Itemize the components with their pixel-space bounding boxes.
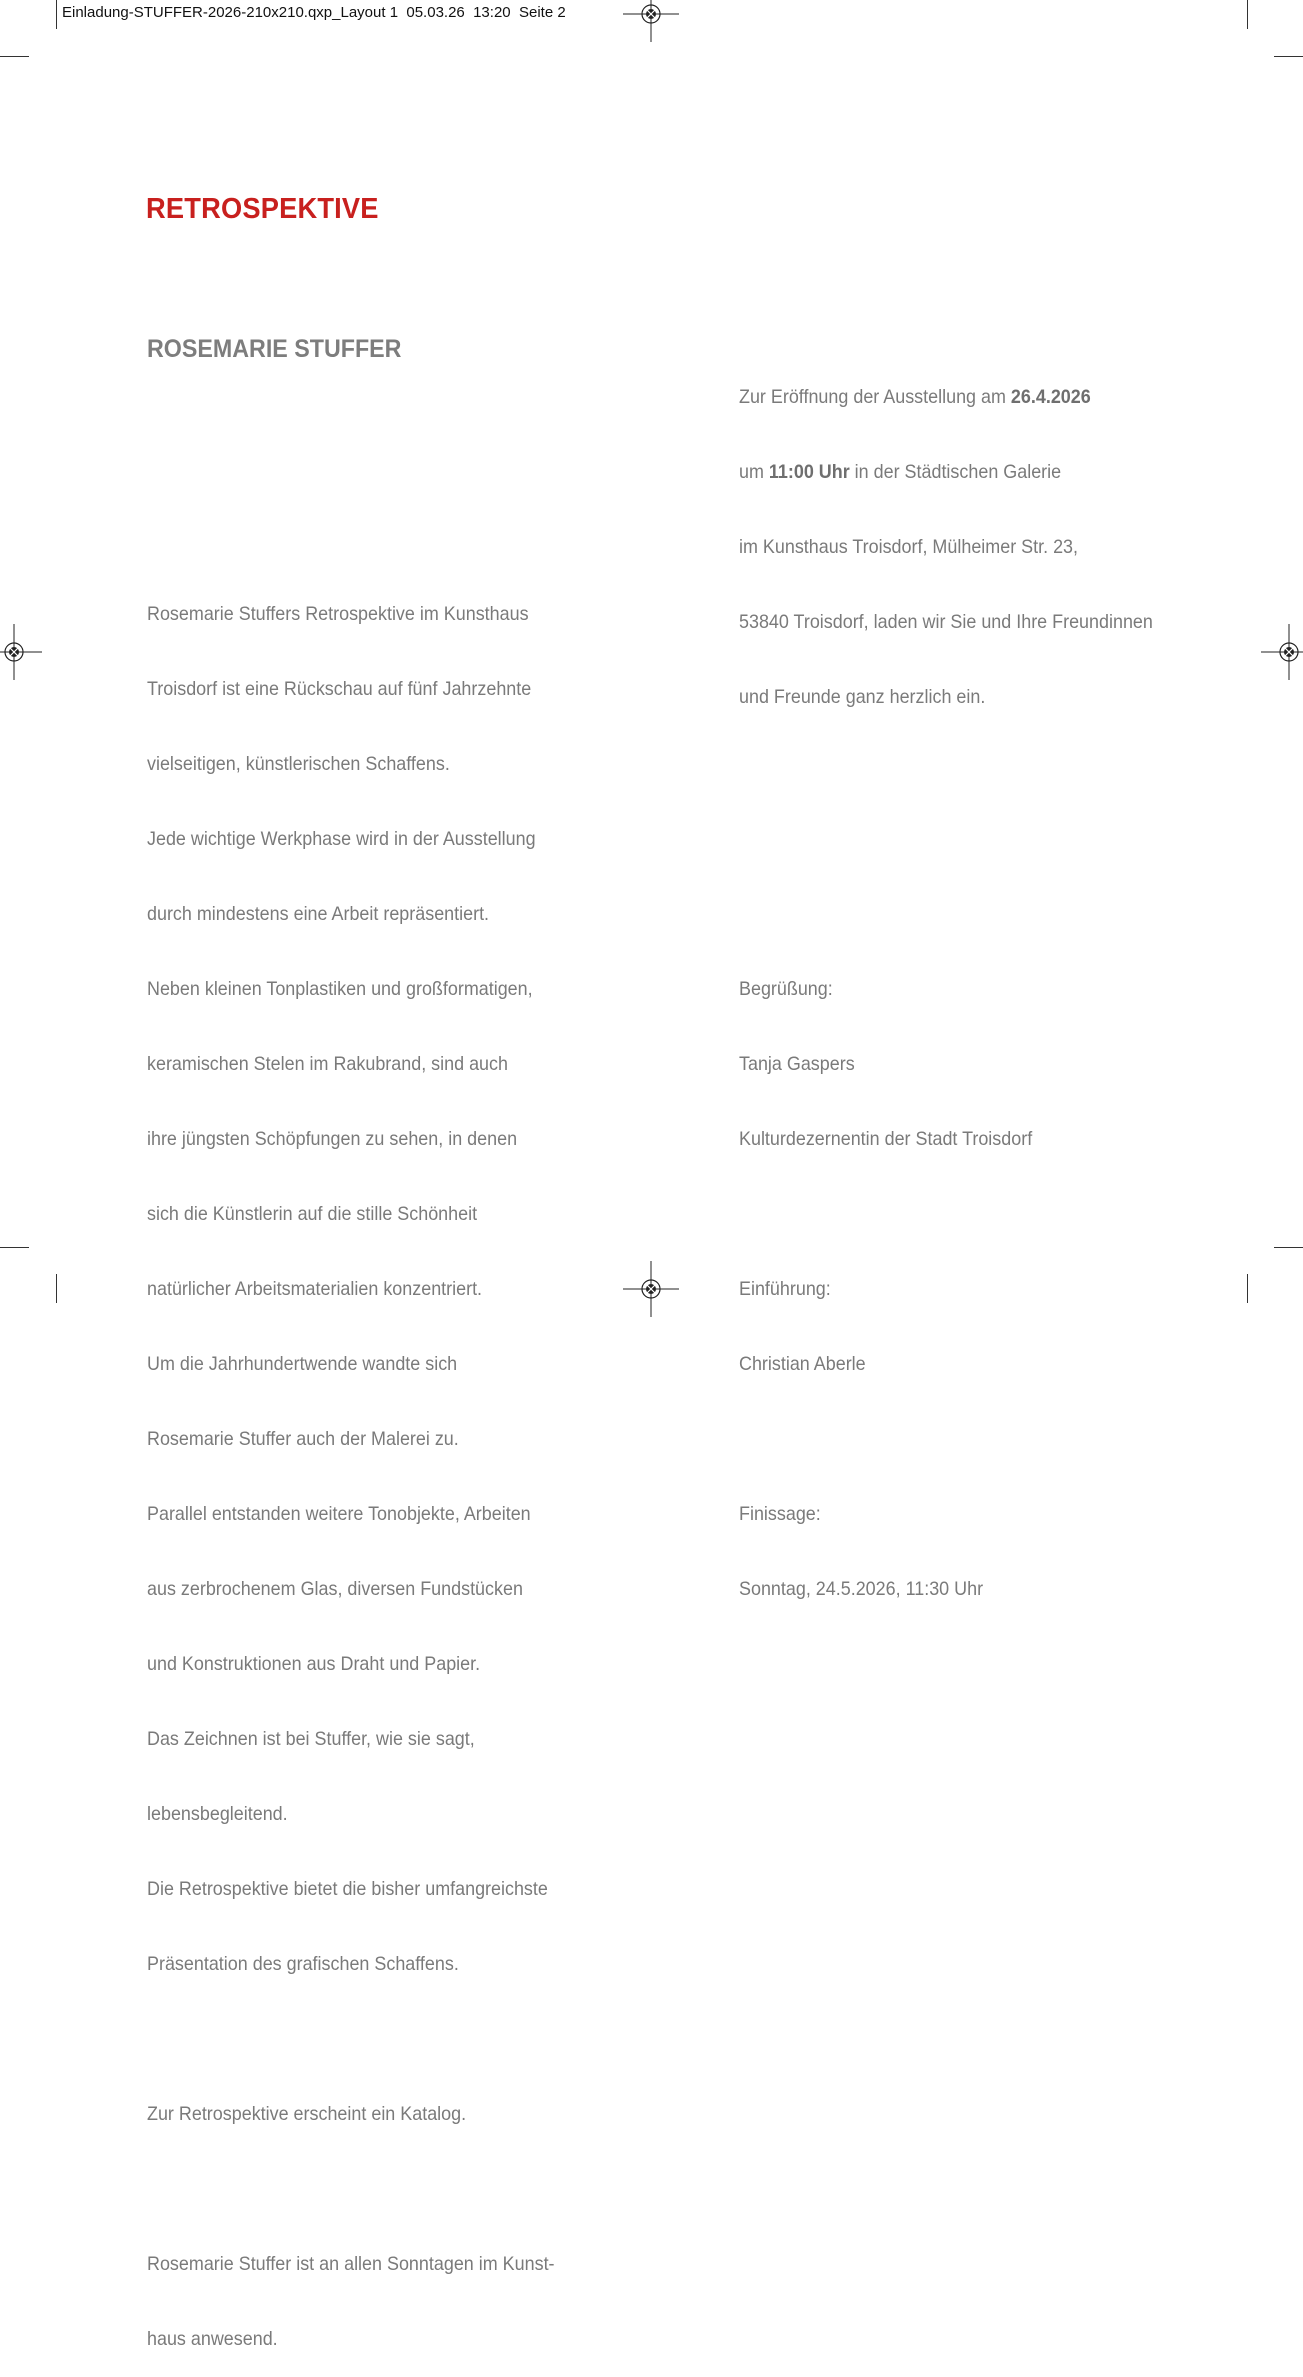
- crop-mark-top-left-vertical: [56, 0, 57, 29]
- description-line: Die Retrospektive bietet die bisher umfangreichste: [147, 1878, 548, 1900]
- invitation-line: im Kunsthaus Troisdorf, Mülheimer Str. 23,: [739, 536, 1079, 558]
- program-spacer: [739, 1427, 1032, 1452]
- program-speaker-name: Christian Aberle: [739, 1353, 866, 1375]
- catalog-note: Zur Retrospektive erscheint ein Katalog.: [147, 2103, 467, 2125]
- crop-mark-bottom-left-horizontal: [0, 1247, 29, 1248]
- crop-mark-bottom-left-vertical: [56, 1274, 57, 1303]
- description-spacer: [147, 2177, 555, 2202]
- registration-mark-left-icon: [0, 624, 42, 680]
- description-line: keramischen Stelen im Rakubrand, sind auch: [147, 1053, 508, 1075]
- opening-time: 11:00 Uhr: [768, 461, 850, 483]
- crop-mark-top-right-horizontal: [1274, 56, 1303, 57]
- description-line: durch mindestens eine Arbeit repräsentiert.: [147, 903, 490, 925]
- invitation-text-part: in der Städtischen Galerie: [849, 461, 1062, 483]
- invitation-text-part: Zur Eröffnung der Ausstellung am: [739, 386, 1011, 408]
- opening-date: 26.4.2026: [1010, 386, 1091, 408]
- crop-mark-top-right-vertical: [1247, 0, 1248, 29]
- event-program: [739, 927, 1032, 1627]
- crop-mark-top-left-horizontal: [0, 56, 29, 57]
- artist-name: ROSEMARIE STUFFER: [147, 335, 402, 363]
- crop-mark-bottom-right-vertical: [1247, 1274, 1248, 1303]
- finissage-date: Sonntag, 24.5.2026, 11:30 Uhr: [739, 1578, 984, 1600]
- program-label-introduction: Einführung:: [739, 1278, 831, 1300]
- description-line: Das Zeichnen ist bei Stuffer, wie sie sagt,: [147, 1728, 475, 1750]
- registration-mark-bottom-icon: [623, 1261, 679, 1317]
- registration-mark-top-icon: [623, 0, 679, 42]
- description-line: lebensbegleitend.: [147, 1803, 288, 1825]
- attendance-note: Rosemarie Stuffer ist an allen Sonntagen im Kunst-: [147, 2253, 555, 2275]
- exhibition-description: [147, 552, 555, 2377]
- crop-mark-bottom-right-horizontal: [1274, 1247, 1303, 1248]
- description-line: Präsentation des grafischen Schaffens.: [147, 1953, 459, 1975]
- description-line: Jede wichtige Werkphase wird in der Ausstellung: [147, 828, 536, 850]
- description-line: Parallel entstanden weitere Tonobjekte, Arbeiten: [147, 1503, 531, 1525]
- page-title: RETROSPEKTIVE: [146, 193, 379, 225]
- invitation-line: [739, 385, 1153, 410]
- program-speaker-name: Tanja Gaspers: [739, 1053, 855, 1075]
- program-label-welcome: Begrüßung:: [739, 978, 833, 1000]
- description-line: Neben kleinen Tonplastiken und großformatigen,: [147, 978, 533, 1000]
- attendance-note: haus anwesend.: [147, 2328, 278, 2350]
- program-label-finissage: Finissage:: [739, 1503, 821, 1525]
- description-line: und Konstruktionen aus Draht und Papier.: [147, 1653, 481, 1675]
- registration-mark-right-icon: [1261, 624, 1303, 680]
- description-line: Troisdorf ist eine Rückschau auf fünf Jahrzehnte: [147, 678, 532, 700]
- description-line: ihre jüngsten Schöpfungen zu sehen, in denen: [147, 1128, 518, 1150]
- description-line: aus zerbrochenem Glas, diversen Fundstücken: [147, 1578, 523, 1600]
- invitation-text: [739, 335, 1153, 735]
- invitation-line: [739, 460, 1153, 485]
- description-spacer: [147, 2027, 555, 2052]
- description-line: natürlicher Arbeitsmaterialien konzentriert.: [147, 1278, 483, 1300]
- description-line: Rosemarie Stuffer auch der Malerei zu.: [147, 1428, 459, 1450]
- slug-line: Einladung-STUFFER-2026-210x210.qxp_Layout 1 05.03.26 13:20 Seite 2: [62, 4, 566, 21]
- invitation-text-part: um: [739, 461, 769, 483]
- invitation-line: und Freunde ganz herzlich ein.: [739, 686, 986, 708]
- program-spacer: [739, 1202, 1032, 1227]
- program-speaker-role: Kulturdezernentin der Stadt Troisdorf: [739, 1128, 1033, 1150]
- invitation-line: 53840 Troisdorf, laden wir Sie und Ihre Freundinnen: [739, 611, 1153, 633]
- description-line: Rosemarie Stuffers Retrospektive im Kunsthaus: [147, 603, 529, 625]
- description-line: sich die Künstlerin auf die stille Schönheit: [147, 1203, 478, 1225]
- description-line: vielseitigen, künstlerischen Schaffens.: [147, 753, 450, 775]
- description-line: Um die Jahrhundertwende wandte sich: [147, 1353, 458, 1375]
